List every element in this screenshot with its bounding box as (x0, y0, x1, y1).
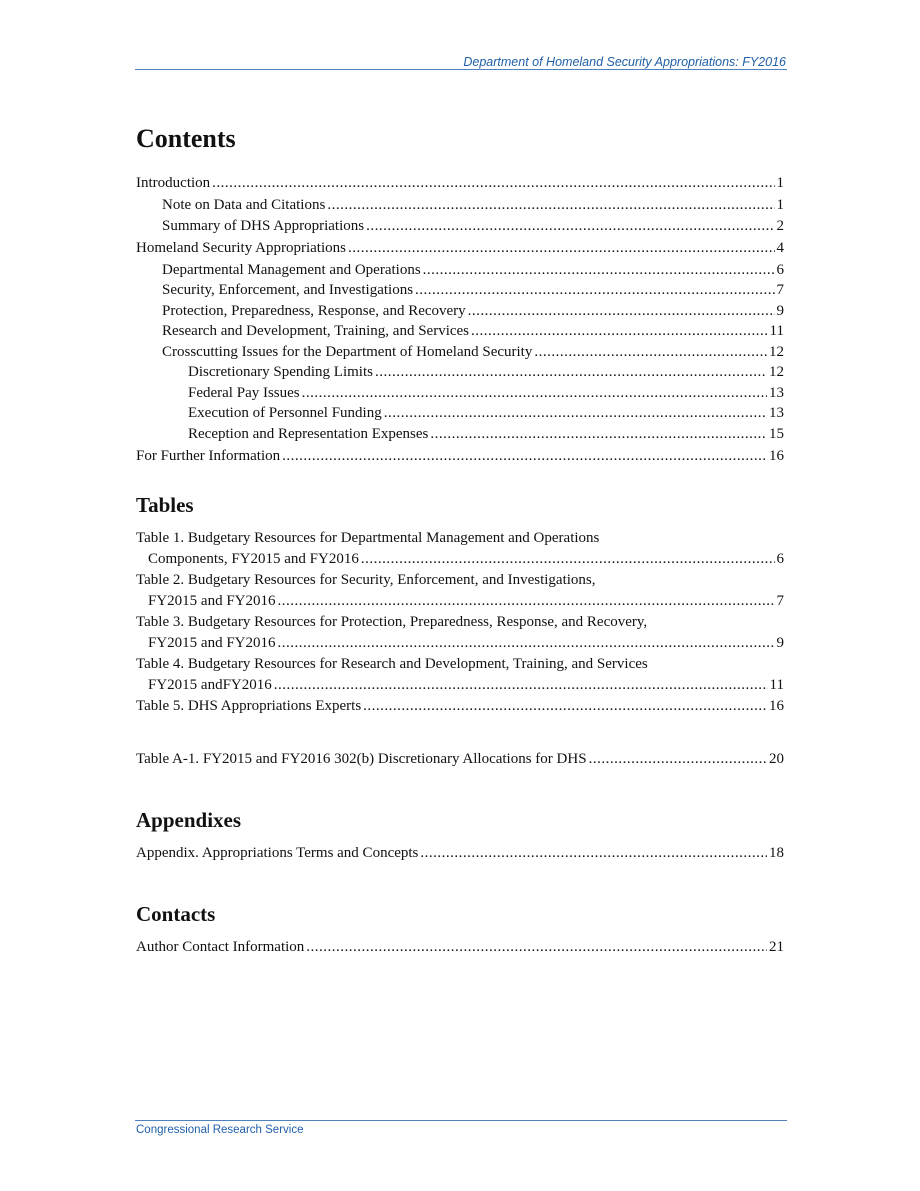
toc-entry[interactable] (136, 342, 784, 363)
toc-title: Summary of DHS Appropriations (162, 217, 365, 234)
toc-title: Crosscutting Issues for the Department of Homeland Security (162, 343, 533, 360)
tables-heading: Tables (136, 493, 194, 517)
toc-leader (302, 383, 767, 404)
contents-heading: Contents (136, 124, 236, 153)
toc-entry[interactable] (136, 260, 784, 281)
toc-entry[interactable] (136, 195, 784, 216)
toc-page: 1 (776, 175, 784, 191)
tables-list (136, 528, 784, 717)
footer-rule (135, 1120, 787, 1121)
toc-entry[interactable] (136, 528, 784, 569)
toc-title: Security, Enforcement, and Investigations (162, 282, 414, 298)
toc-title: Appendix. Appropriations Terms and Concepts (136, 845, 419, 861)
toc-entry[interactable] (136, 362, 784, 383)
toc-title: Execution of Personnel Funding (188, 405, 382, 421)
toc-title: Departmental Management and Operations (162, 261, 421, 278)
toc-leader (375, 362, 767, 383)
toc-entry[interactable] (136, 937, 784, 958)
toc-entry[interactable] (136, 383, 784, 404)
toc-entry[interactable] (136, 321, 784, 342)
toc-title-continued: Components, FY2015 and FY2016 (148, 550, 359, 567)
toc-page: 15 (769, 425, 784, 442)
header-rule (135, 69, 787, 70)
toc-leader (589, 749, 767, 770)
toc-page: 9 (776, 634, 784, 651)
toc-leader (274, 675, 768, 696)
toc-title: Homeland Security Appropriations (136, 239, 346, 256)
appendix-tables-list (136, 749, 784, 770)
toc-entry[interactable] (136, 570, 784, 611)
toc-page: 11 (769, 676, 784, 693)
toc-page: 12 (769, 364, 784, 380)
toc-leader (366, 216, 774, 237)
contacts-heading: Contacts (136, 902, 216, 926)
toc-entry[interactable] (136, 216, 784, 237)
contents-list (136, 173, 784, 466)
toc-title: Protection, Preparedness, Response, and Recovery (162, 302, 466, 319)
toc-leader (212, 173, 774, 194)
toc-page: 7 (776, 592, 784, 609)
toc-leader (415, 280, 774, 301)
toc-title: Table 1. Budgetary Resources for Departmental Management and Operations (136, 530, 600, 546)
toc-title: For Further Information (136, 447, 281, 464)
toc-leader (420, 843, 767, 864)
appendixes-list (136, 843, 784, 864)
toc-page: 1 (776, 197, 784, 213)
toc-title-continued: FY2015 andFY2016 (148, 676, 272, 693)
toc-page: 9 (776, 302, 784, 319)
toc-page: 16 (769, 447, 784, 464)
toc-page: 7 (776, 282, 784, 298)
toc-entry[interactable] (136, 424, 784, 445)
toc-page: 6 (776, 261, 784, 278)
toc-entry[interactable] (136, 173, 784, 194)
toc-leader (468, 301, 775, 322)
running-header: Department of Homeland Security Appropriations: FY2016 (463, 55, 786, 69)
toc-title: Table 2. Budgetary Resources for Security, Enforcement, and Investigations, (136, 572, 596, 588)
toc-entry[interactable] (136, 403, 784, 424)
toc-leader (430, 424, 767, 445)
toc-page: 11 (769, 323, 784, 339)
toc-title: Table 5. DHS Appropriations Experts (136, 698, 362, 714)
toc-page: 12 (769, 343, 784, 360)
toc-entry[interactable] (136, 696, 784, 717)
toc-title: Table 4. Budgetary Resources for Research and Development, Training, and Services (136, 656, 648, 672)
toc-page: 4 (776, 239, 784, 256)
toc-entry[interactable] (136, 612, 784, 653)
toc-leader (282, 446, 767, 467)
toc-page: 13 (769, 384, 784, 401)
toc-entry[interactable] (136, 749, 784, 770)
toc-title: Reception and Representation Expenses (188, 425, 429, 442)
toc-page: 13 (769, 405, 784, 421)
toc-page: 16 (769, 698, 784, 714)
toc-title: Research and Development, Training, and Services (162, 323, 470, 339)
toc-page: 2 (776, 217, 784, 234)
toc-title: Table 3. Budgetary Resources for Protection, Preparedness, Response, and Recovery, (136, 614, 648, 630)
toc-leader (471, 321, 768, 342)
toc-leader (278, 633, 775, 654)
contacts-list (136, 937, 784, 958)
toc-title: Introduction (136, 175, 211, 191)
toc-title-continued: FY2015 and FY2016 (148, 634, 276, 651)
toc-page: 18 (769, 845, 784, 861)
toc-title: Author Contact Information (136, 939, 305, 955)
toc-entry[interactable] (136, 301, 784, 322)
toc-leader (384, 403, 767, 424)
toc-page: 6 (776, 550, 784, 567)
toc-leader (327, 195, 774, 216)
toc-entry[interactable] (136, 280, 784, 301)
running-footer: Congressional Research Service (136, 1124, 304, 1136)
toc-title: Discretionary Spending Limits (188, 364, 373, 380)
toc-entry[interactable] (136, 843, 784, 864)
toc-title: Note on Data and Citations (162, 197, 326, 213)
toc-title: Table A-1. FY2015 and FY2016 302(b) Discretionary Allocations for DHS (136, 751, 587, 767)
appendixes-heading: Appendixes (136, 808, 242, 832)
toc-title-continued: FY2015 and FY2016 (148, 592, 276, 609)
toc-leader (348, 238, 775, 259)
toc-title: Federal Pay Issues (188, 384, 300, 401)
toc-page: 20 (769, 751, 784, 767)
toc-leader (363, 696, 767, 717)
toc-leader (423, 260, 775, 281)
toc-leader (278, 591, 775, 612)
toc-page: 21 (769, 939, 784, 955)
toc-entry[interactable] (136, 446, 784, 467)
toc-entry[interactable] (136, 654, 784, 695)
toc-leader (534, 342, 767, 363)
toc-entry[interactable] (136, 238, 784, 259)
toc-leader (361, 549, 775, 570)
toc-leader (306, 937, 767, 958)
